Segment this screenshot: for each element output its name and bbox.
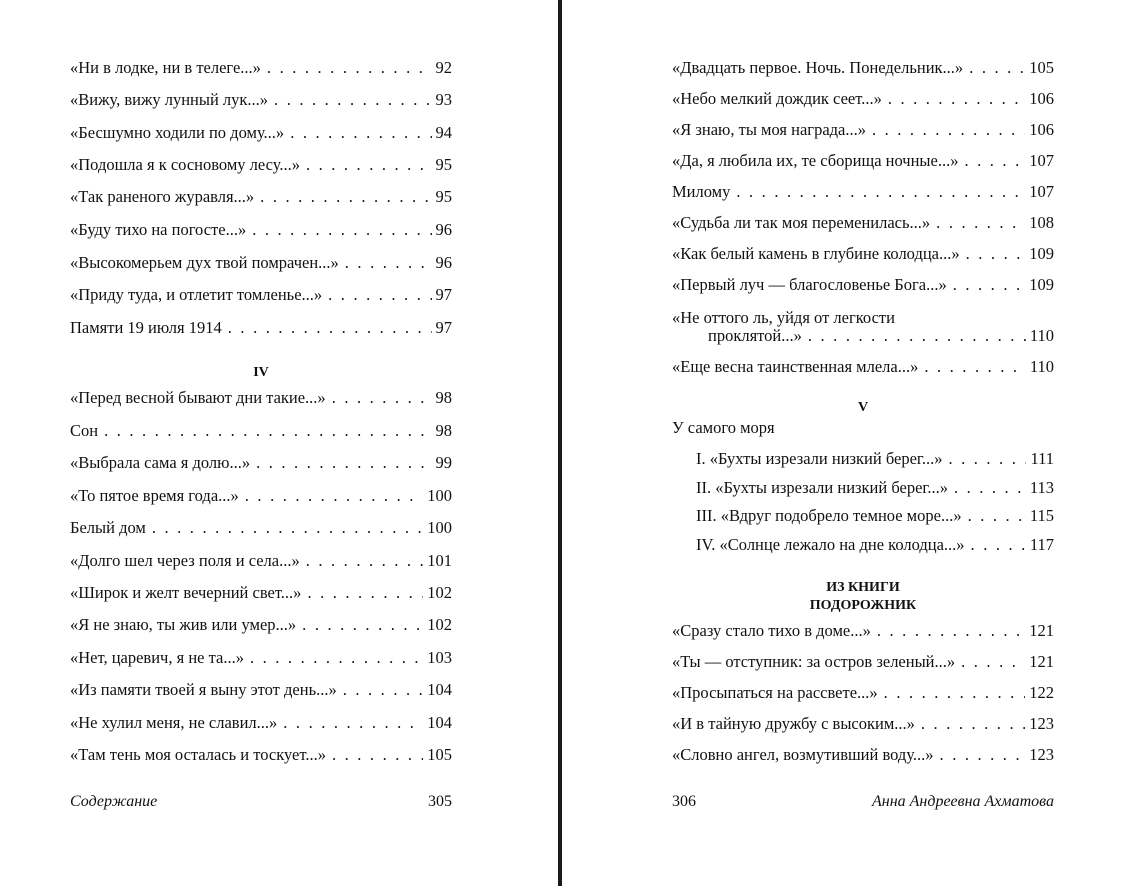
dot-leader: [307, 583, 423, 603]
toc-entry[interactable]: [70, 486, 452, 506]
entry-title: «Ни в лодке, ни в телеге...»: [70, 58, 261, 77]
dot-leader: [940, 745, 1026, 765]
dot-leader: [969, 58, 1025, 78]
toc-entry[interactable]: [672, 357, 1054, 377]
entry-title: II. «Бухты изрезали низкий берег...»: [696, 478, 948, 497]
dot-leader: [306, 551, 424, 571]
entry-title: Белый дом: [70, 518, 146, 537]
toc-entry[interactable]: [70, 155, 452, 175]
entry-page: 109: [1029, 244, 1054, 263]
entry-title: «Так раненого журавля...»: [70, 187, 255, 206]
entry-page: 95: [435, 155, 452, 174]
entry-page: 106: [1029, 89, 1054, 108]
toc-entry[interactable]: [672, 151, 1054, 171]
book-spine-divider: [558, 0, 562, 886]
entry-page: 92: [435, 58, 452, 77]
entry-title: «Сразу стало тихо в доме...»: [672, 621, 871, 640]
dot-leader: [290, 123, 431, 143]
toc-entry[interactable]: [70, 58, 452, 78]
entry-page: 101: [427, 551, 452, 570]
entry-title: «Высокомерьем дух твой помрачен...»: [70, 253, 339, 272]
toc-entry[interactable]: [672, 213, 1054, 233]
entry-page: 106: [1029, 120, 1054, 139]
running-footer-author: Анна Андреевна Ахматова: [871, 793, 1054, 810]
toc-entry[interactable]: [672, 120, 1054, 140]
entry-page: 123: [1029, 714, 1054, 733]
entry-page: 98: [435, 388, 452, 407]
entry-title: I. «Бухты изрезали низкий берег...»: [696, 449, 943, 468]
entry-page: 123: [1029, 745, 1054, 764]
toc-subentry[interactable]: [696, 478, 1054, 498]
entry-page: 107: [1029, 151, 1054, 170]
entry-title: «И в тайную дружбу с высоким...»: [672, 714, 915, 733]
toc-entry[interactable]: [70, 187, 452, 207]
entry-title: «Бесшумно ходили по дому...»: [70, 123, 285, 142]
entry-title: «Как белый камень в глубине колодца...»: [672, 244, 960, 263]
dot-leader: [968, 506, 1026, 526]
entry-page: 115: [1029, 506, 1054, 525]
entry-title: «Вижу, вижу лунный лук...»: [70, 90, 269, 109]
dot-leader: [274, 90, 431, 110]
cycle-title[interactable]: У самого моря: [672, 418, 775, 437]
entry-page: 122: [1029, 683, 1054, 702]
toc-entry[interactable]: [672, 275, 1054, 295]
dot-leader: [921, 714, 1025, 734]
running-footer-title: Содержание: [70, 793, 158, 810]
toc-entry[interactable]: [70, 745, 452, 765]
entry-title: III. «Вдруг подобрело темное море...»: [696, 506, 962, 525]
entry-page: 102: [427, 583, 452, 602]
entry-title: «Судьба ли так моя переменилась...»: [672, 213, 931, 232]
dot-leader: [888, 89, 1025, 109]
entry-page: 95: [435, 187, 452, 206]
entry-page: 97: [435, 318, 452, 337]
dot-leader: [953, 275, 1026, 295]
dot-leader: [961, 652, 1025, 672]
entry-page: 94: [435, 123, 452, 142]
entry-title: «Не хулил меня, не славил...»: [70, 713, 278, 732]
dot-leader: [332, 745, 423, 765]
entry-title: IV. «Солнце лежало на дне колодца...»: [696, 535, 965, 554]
dot-leader: [302, 615, 423, 635]
toc-entry[interactable]: [672, 621, 1054, 641]
toc-entry[interactable]: [672, 89, 1054, 109]
dot-leader: [306, 155, 432, 175]
toc-entry[interactable]: [70, 123, 452, 143]
entry-title: «Перед весной бывают дни такие...»: [70, 388, 326, 407]
page-number: 305: [428, 793, 452, 810]
entry-page: 100: [427, 486, 452, 505]
toc-entry[interactable]: [70, 615, 452, 635]
entry-title: Милому: [672, 182, 731, 201]
dot-leader: [343, 680, 424, 700]
toc-entry[interactable]: [70, 253, 452, 273]
toc-subentry[interactable]: [696, 449, 1054, 469]
entry-page: 93: [435, 90, 452, 109]
entry-page: 105: [427, 745, 452, 764]
book-heading-line2: ПОДОРОЖНИК: [809, 598, 917, 613]
toc-entry[interactable]: [70, 518, 452, 538]
entry-title-line2: проклятой...»: [708, 326, 802, 345]
toc-subentry[interactable]: [696, 535, 1054, 555]
entry-title: «Ты — отступник: за остров зеленый...»: [672, 652, 956, 671]
entry-page: 107: [1029, 182, 1054, 201]
toc-entry[interactable]: [70, 453, 452, 473]
dot-leader: [256, 453, 431, 473]
toc-entry[interactable]: [672, 683, 1054, 703]
entry-page: 108: [1029, 213, 1054, 232]
toc-entry[interactable]: [70, 583, 452, 603]
entry-title: «Там тень моя осталась и тоскует...»: [70, 745, 326, 764]
dot-leader: [966, 244, 1026, 264]
entry-page: 99: [435, 453, 452, 472]
entry-title: «Выбрала сама я долю...»: [70, 453, 251, 472]
entry-title: «Нет, царевич, я не та...»: [70, 648, 244, 667]
book-heading-line1: ИЗ КНИГИ: [826, 580, 900, 595]
dot-leader: [948, 449, 1026, 469]
toc-entry[interactable]: [672, 244, 1054, 264]
toc-entry[interactable]: [672, 745, 1054, 765]
entry-title: Сон: [70, 421, 99, 440]
entry-page: 121: [1029, 621, 1054, 640]
entry-title: «Я знаю, ты моя награда...»: [672, 120, 866, 139]
entry-title: «То пятое время года...»: [70, 486, 239, 505]
dot-leader: [736, 182, 1025, 202]
entry-page: 100: [427, 518, 452, 537]
dot-leader: [345, 253, 432, 273]
entry-title: «Долго шел через поля и села...»: [70, 551, 300, 570]
toc-entry[interactable]: [70, 285, 452, 305]
dot-leader: [808, 326, 1026, 346]
entry-page: 96: [435, 220, 452, 239]
toc-entry[interactable]: [672, 58, 1054, 78]
toc-entry[interactable]: [70, 713, 452, 733]
dot-leader: [267, 58, 432, 78]
entry-page: 117: [1029, 535, 1054, 554]
toc-entry[interactable]: [70, 421, 452, 441]
entry-title: «Буду тихо на погосте...»: [70, 220, 247, 239]
entry-title: «Приду туда, и отлетит томленье...»: [70, 285, 323, 304]
entry-page: 110: [1029, 326, 1054, 345]
entry-title: «Я не знаю, ты жив или умер...»: [70, 615, 297, 634]
dot-leader: [152, 518, 423, 538]
entry-title: «Широк и желт вечерний свет...»: [70, 583, 302, 602]
dot-leader: [328, 285, 431, 305]
entry-title: «Словно ангел, возмутивший воду...»: [672, 745, 934, 764]
section-heading-v: V: [857, 400, 869, 415]
entry-page: 110: [1029, 357, 1054, 376]
toc-entry[interactable]: [70, 318, 452, 338]
dot-leader: [104, 421, 431, 441]
toc-entry[interactable]: [70, 648, 452, 668]
entry-title-line1: «Не оттого ль, уйдя от легкости: [672, 308, 895, 327]
toc-entry[interactable]: [672, 182, 1054, 202]
dot-leader: [228, 318, 432, 338]
entry-page: 103: [427, 648, 452, 667]
dot-leader: [332, 388, 432, 408]
toc-entry[interactable]: [70, 680, 452, 700]
dot-leader: [936, 213, 1025, 233]
entry-title: «Небо мелкий дождик сеет...»: [672, 89, 882, 108]
entry-title: «Еще весна таинственная млела...»: [672, 357, 919, 376]
entry-page: 121: [1029, 652, 1054, 671]
dot-leader: [954, 478, 1026, 498]
dot-leader: [877, 621, 1025, 641]
entry-page: 109: [1029, 275, 1054, 294]
section-heading-iv: IV: [253, 365, 269, 380]
entry-title: Памяти 19 июля 1914: [70, 318, 222, 337]
entry-page: 105: [1029, 58, 1054, 77]
dot-leader: [252, 220, 431, 240]
toc-entry[interactable]: [672, 714, 1054, 734]
entry-page: 102: [427, 615, 452, 634]
entry-title: «Из памяти твоей я выну этот день...»: [70, 680, 337, 699]
entry-title: «Первый луч — благословенье Бога...»: [672, 275, 947, 294]
entry-page: 104: [427, 713, 452, 732]
entry-page: 96: [435, 253, 452, 272]
dot-leader: [971, 535, 1026, 555]
entry-page: 104: [427, 680, 452, 699]
toc-subentry[interactable]: [696, 506, 1054, 526]
dot-leader: [260, 187, 431, 207]
dot-leader: [245, 486, 423, 506]
entry-title: «Да, я любила их, те сборища ночные...»: [672, 151, 959, 170]
toc-entry[interactable]: [672, 652, 1054, 672]
dot-leader: [924, 357, 1026, 377]
toc-entry[interactable]: [70, 90, 452, 110]
entry-page: 111: [1030, 449, 1054, 468]
dot-leader: [872, 120, 1025, 140]
entry-title: «Двадцать первое. Ночь. Понедельник...»: [672, 58, 964, 77]
dot-leader: [250, 648, 423, 668]
entry-title: «Просыпаться на рассвете...»: [672, 683, 878, 702]
dot-leader: [884, 683, 1026, 703]
entry-title: «Подошла я к сосновому лесу...»: [70, 155, 300, 174]
toc-entry[interactable]: [70, 220, 452, 240]
toc-entry[interactable]: [70, 388, 452, 408]
page-number: 306: [672, 793, 696, 810]
entry-page: 113: [1029, 478, 1054, 497]
entry-page: 98: [435, 421, 452, 440]
toc-entry[interactable]: [70, 551, 452, 571]
dot-leader: [964, 151, 1025, 171]
dot-leader: [283, 713, 423, 733]
toc-entry-two-line[interactable]: [672, 308, 1054, 346]
entry-page: 97: [435, 285, 452, 304]
